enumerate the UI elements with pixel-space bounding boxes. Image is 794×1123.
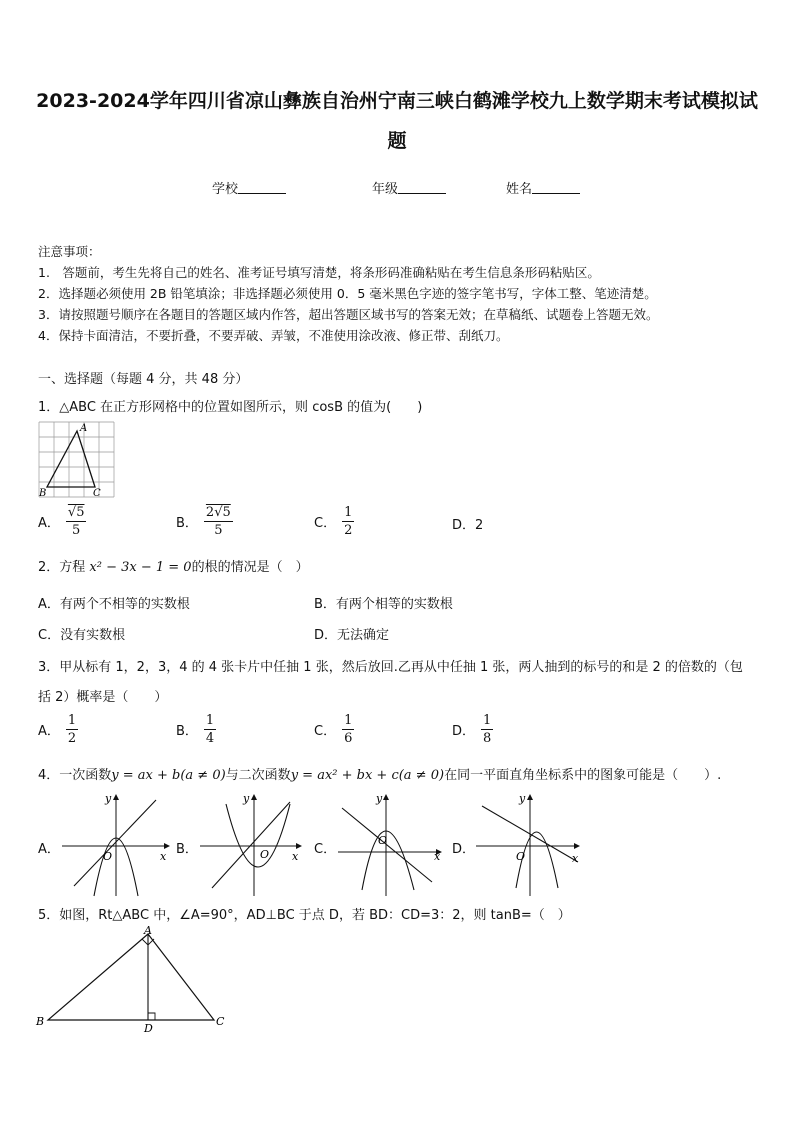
label-d: D	[144, 1022, 153, 1035]
note-item: 4．保持卡面清洁，不要折叠，不要弄破、弄皱，不准使用涂改液、修正带、刮纸刀。	[38, 328, 509, 343]
section-heading: 一、选择题（每题 4 分，共 48 分）	[38, 372, 249, 387]
note-item: 3．请按照题号顺序在各题目的答题区域内作答，超出答题区域书写的答案无效；在草稿纸、试题卷上答题无效。	[38, 307, 659, 322]
note-item: 1. 答题前，考生先将自己的姓名、准考证号填写清楚，将条形码准确粘贴在考生信息条形码粘贴区。	[38, 265, 600, 280]
grade-field	[372, 178, 446, 197]
numerator: 1	[205, 713, 215, 728]
school-blank	[238, 181, 286, 194]
note-item: 2．选择题必须使用 2B 铅笔填涂；非选择题必须使用 0．5 毫米黑色字迹的签字笔书写，字体工整、笔迹清楚。	[38, 286, 657, 301]
fraction	[342, 504, 354, 539]
numerator: 1	[344, 505, 353, 520]
name-label: 姓名	[506, 182, 533, 197]
triangle-abc	[48, 934, 214, 1020]
fraction	[342, 712, 354, 747]
option-text: 2	[475, 518, 484, 533]
y-arrow-icon	[383, 794, 389, 800]
q2-equation: x² − 3x − 1 = 0	[89, 560, 192, 575]
q2-stem-pre: 2．方程	[38, 560, 90, 575]
q2-option-a[interactable]: A．有两个不相等的实数根	[38, 597, 190, 612]
page-title-continuation: 题	[387, 130, 407, 152]
origin-label: O	[378, 834, 388, 847]
notes-block	[38, 241, 768, 346]
q2-option-b[interactable]: B．有两个相等的实数根	[314, 597, 453, 612]
option-letter: A．	[38, 724, 60, 739]
q4-stem-pre: 4．一次函数	[38, 768, 112, 783]
origin-label: O	[103, 850, 113, 863]
q1-stem: 1．△ABC 在正方形网格中的位置如图所示，则 cosB 的值为( )	[38, 400, 423, 415]
q2-option-d[interactable]: D．无法确定	[314, 628, 390, 643]
fraction	[66, 712, 78, 747]
y-label: y	[105, 792, 112, 805]
q4-graph-c	[336, 790, 448, 898]
option-letter: D．	[452, 724, 476, 739]
q4-option-c[interactable]: C．	[314, 842, 337, 857]
numerator: 2√5	[205, 505, 231, 520]
label-b: B	[36, 1015, 45, 1028]
school-label: 学校	[212, 182, 239, 197]
q4-quadratic-function: y = ax² + bx + c(a ≠ 0)	[290, 768, 445, 783]
denominator: 5	[214, 523, 223, 538]
grade-label: 年级	[372, 182, 399, 197]
name-blank	[532, 181, 580, 194]
label-a: A	[80, 423, 88, 434]
label-b: B	[39, 488, 47, 499]
page-title: 2023-2024学年四川省凉山彝族自治州宁南三峡白鹤滩学校九上数学期末考试模拟试	[36, 90, 758, 112]
right-angle-mark-d	[148, 1013, 155, 1020]
fraction	[481, 712, 493, 747]
x-label: x	[434, 850, 441, 863]
q4-graph-a	[60, 790, 172, 898]
q2-stem	[38, 556, 309, 575]
x-arrow-icon	[574, 843, 580, 849]
option-letter: B．	[176, 516, 198, 531]
x-label: x	[292, 850, 299, 863]
q3-option-d[interactable]	[452, 712, 493, 747]
notes-heading: 注意事项：	[38, 244, 101, 259]
q1-option-d[interactable]	[452, 514, 483, 533]
q1-option-b[interactable]	[176, 504, 233, 539]
q3-option-c[interactable]	[314, 712, 354, 747]
denominator: 4	[205, 731, 215, 746]
denominator: 2	[344, 523, 353, 538]
fraction	[204, 712, 216, 747]
q4-option-a[interactable]: A．	[38, 842, 60, 857]
fraction	[204, 504, 233, 539]
y-label: y	[376, 792, 383, 805]
x-label: x	[572, 852, 579, 865]
label-a: A	[144, 924, 152, 937]
name-field	[506, 178, 580, 197]
y-arrow-icon	[527, 794, 533, 800]
q1-option-c[interactable]	[314, 504, 354, 539]
numerator: 1	[67, 713, 77, 728]
q4-stem-mid: 与二次函数	[225, 768, 291, 783]
q4-option-d[interactable]: D．	[452, 842, 476, 857]
label-c: C	[93, 488, 101, 499]
q3-stem-line2: 括 2）概率是（ ）	[38, 690, 168, 705]
denominator: 6	[344, 731, 353, 746]
line	[212, 802, 290, 888]
q5-stem: 5．如图，Rt△ABC 中，∠A=90°，AD⊥BC 于点 D，若 BD：CD=3：2，则 tanB=（ ）	[38, 908, 571, 923]
q3-option-b[interactable]	[176, 712, 216, 747]
y-label: y	[519, 792, 526, 805]
q4-option-b[interactable]: B．	[176, 842, 198, 857]
x-arrow-icon	[164, 843, 170, 849]
q2-option-c[interactable]: C．没有实数根	[38, 628, 126, 643]
option-letter: A．	[38, 516, 60, 531]
y-arrow-icon	[251, 794, 257, 800]
option-letter: D．	[452, 518, 476, 533]
option-letter: B．	[176, 724, 198, 739]
label-c: C	[216, 1015, 225, 1028]
q4-stem	[38, 764, 721, 783]
x-label: x	[160, 850, 167, 863]
option-letter: C．	[314, 724, 337, 739]
q3-option-a[interactable]	[38, 712, 78, 747]
grade-blank	[398, 181, 446, 194]
q4-stem-post: 在同一平面直角坐标系中的图象可能是（ ）.	[444, 768, 722, 783]
option-letter: C．	[314, 516, 337, 531]
q1-option-a[interactable]	[38, 504, 86, 539]
denominator: 8	[483, 731, 492, 746]
q4-linear-function: y = ax + b(a ≠ 0)	[111, 768, 226, 783]
q3-stem-line1: 3．甲从标有 1，2，3，4 的 4 张卡片中任抽 1 张，然后放回.乙再从中任抽 1 张，两人抽到的标号的和是 2 的倍数的（包	[38, 660, 743, 675]
numerator: 1	[344, 713, 353, 728]
denominator: 5	[72, 523, 81, 538]
line	[74, 800, 156, 886]
q4-graph-b	[198, 790, 310, 898]
origin-label: O	[260, 848, 270, 861]
q4-graph-d	[474, 790, 586, 898]
y-arrow-icon	[113, 794, 119, 800]
numerator: 1	[483, 713, 492, 728]
y-label: y	[243, 792, 250, 805]
x-arrow-icon	[296, 843, 302, 849]
numerator: √5	[67, 505, 85, 520]
q2-stem-post: 的根的情况是（ ）	[191, 560, 309, 575]
denominator: 2	[67, 731, 77, 746]
origin-label: O	[516, 850, 526, 863]
school-field	[212, 178, 286, 197]
q1-grid-figure	[36, 419, 120, 501]
parabola	[226, 804, 290, 867]
q5-triangle-figure	[34, 924, 234, 1036]
fraction	[66, 504, 87, 539]
